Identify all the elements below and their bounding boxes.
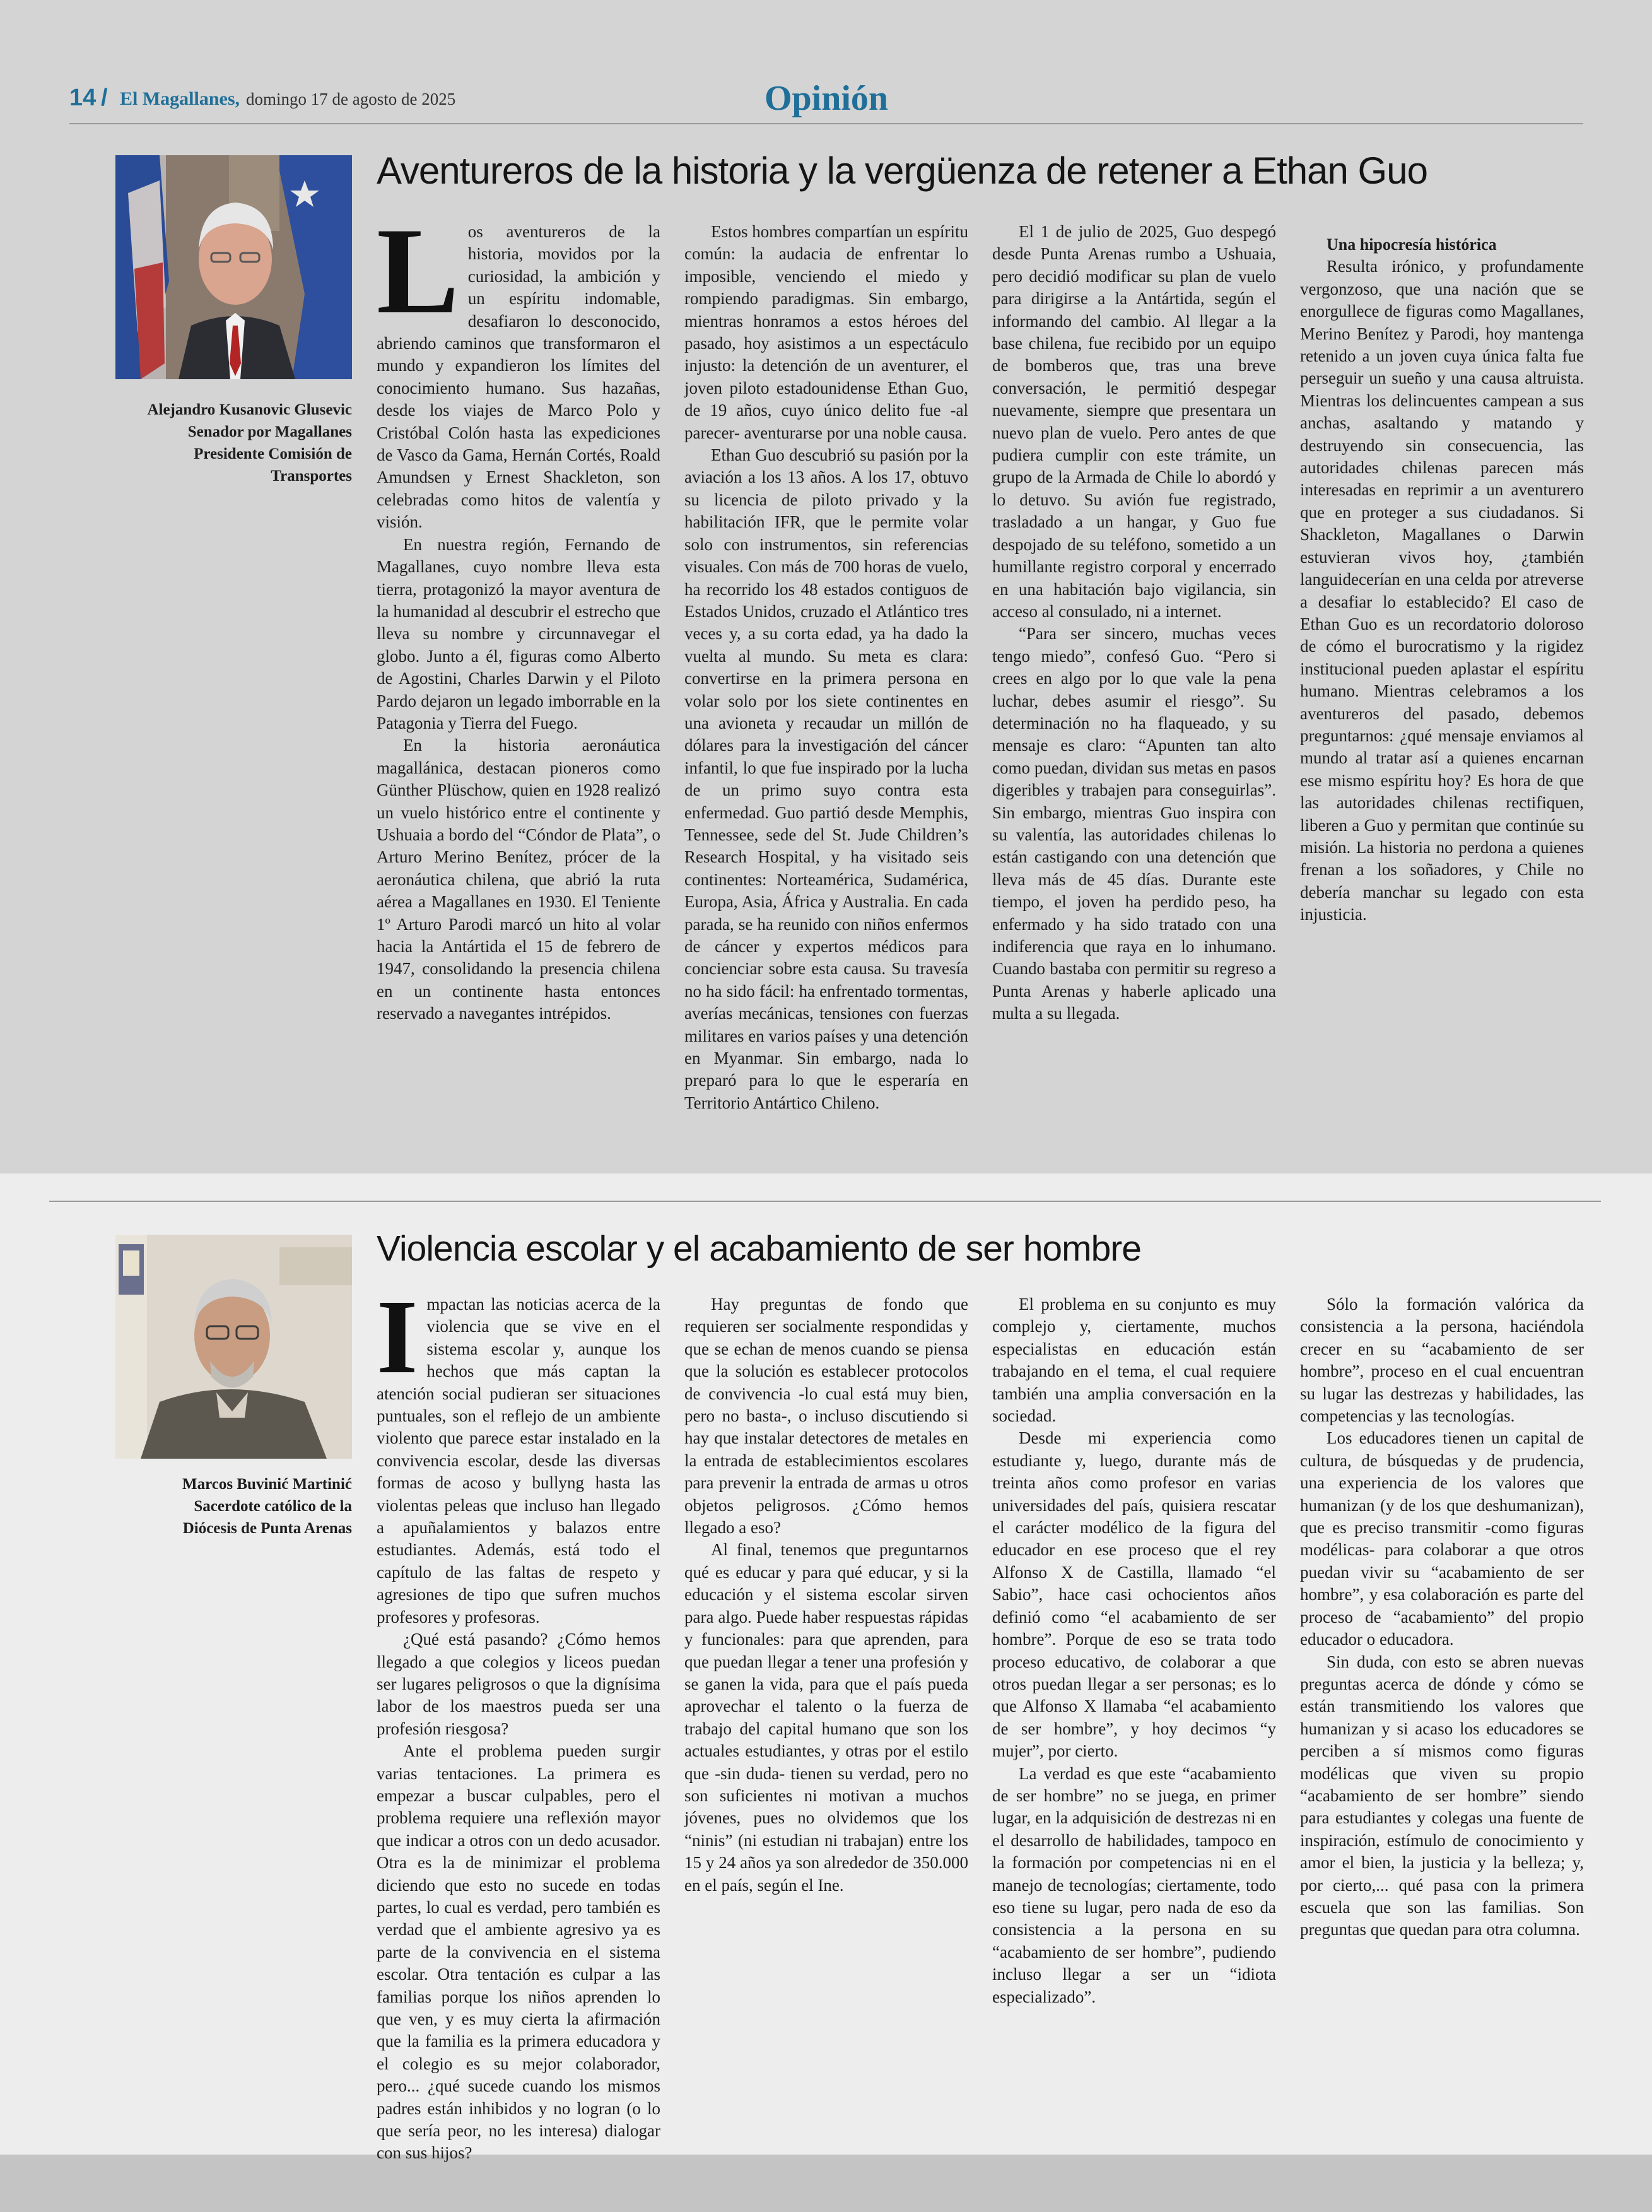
article-headline: Violencia escolar y el acabamiento de ser hombre <box>377 1228 1141 1269</box>
article-paragraph: Resulta irónico, y profundamente vergonzoso, que una nación que se enorgullece de figuras como Magallanes, Merino Benítez y Parodi, hoy mantenga retenido a un joven cuya única falta fue perseguir un sueño y una causa altruista. Mientras los delincuentes campean a sus anchas, asaltando y matando y destruyendo sin consecuencia, las autoridades chilenas parecen más interesadas en reprimir a un aventurero que en proteger a sus ciudadanos. Si Shackleton, Magallanes o Darwin estuvieran vivos hoy, ¿también languidecerían en una celda por atreverse a desafiar lo establecido? El caso de Ethan Guo es un recordatorio doloroso de cómo el burocratismo y la rigidez institucional pueden aplastar el espíritu humano. Mientras celebramos a los aventureros del pasado, debemos preguntarnos: ¿qué mensaje enviamos al mundo al tratar así a quienes encarnan ese mismo espíritu hoy? Es hora de que las autoridades chilenas rectifiquen, liberen a Guo y permitan que continúe su misión. La historia no perdona a quienes frenan a los soñadores, y Chile no debería manchar su legado con esta injusticia. <box>1300 257 1584 924</box>
article-paragraph: En la historia aeronáutica magallánica, destacan pioneros como Günther Plüschow, quien en 1928 realizó un vuelo histórico entre el continente y Ushuaia a bordo del “Cóndor de Plata”, o Arturo Merino Benítez, prócer de la aeronáutica chilena, que abrió la ruta aérea a Magallanes en 1930. El Teniente 1º Arturo Parodi marcó un hito al volar hacia la Antártida el 15 de febrero de 1947, consolidando la presencia chilena en un continente hasta entonces reservado a navegantes intrépidos. <box>377 736 660 1023</box>
article-paragraph: Los aventureros de la historia, movidos por la curiosidad, la ambición y un espíritu indomable, desafiaron lo desconocido, abriendo caminos que transformaron el mundo y expandieron los límites del conocimiento humano. Sus hazañas, desde los viajes de Marco Polo y Cristóbal Colón hasta las expediciones de Vasco da Gama, Hernán Cortés, Roald Amundsen y Ernest Shackleton, son celebradas como hitos de valentía y visión. <box>377 203 660 532</box>
article1-column-1 <box>377 203 660 1175</box>
article-paragraph: ¿Qué está pasando? ¿Cómo hemos llegado a que colegios y liceos puedan ser lugares peligrosos o que la dignísima labor de los maestros pueda ser una profesión riesgosa? <box>377 1630 660 1738</box>
article-paragraph: Ante el problema pueden surgir varias tentaciones. La primera es empezar a buscar culpables, pero el problema requiere una reflexión mayor que indicar a otros con un dedo acusador. Otra es la de minimizar el problema diciendo que esto no sucede en todas partes, lo cual es verdad, pero también es verdad que el ambiente agresivo ya es parte de la convivencia en el sistema escolar. Otra tentación es culpar a las familias porque los niños aprenden lo que ven, y es muy cierta la afirmación que la familia es la primera educadora y el colegio es su mejor colaborador, pero... ¿qué sucede cuando los mismos padres están inhibidos y no logran (o lo que sería peor, no les interesa) dialogar con sus hijos? <box>377 1741 660 2163</box>
article-divider <box>49 1201 1601 1202</box>
article-headline: Aventureros de la historia y la vergüenza de retener a Ethan Guo <box>377 150 1427 192</box>
author-role: Transportes <box>271 468 352 485</box>
author-byline-kusanovic <box>69 399 352 487</box>
article2-column-4 <box>1300 1293 1584 2133</box>
author-role: Senador por Magallanes <box>187 423 352 440</box>
article-paragraph: Ethan Guo descubrió su pasión por la aviación a los 13 años. A los 17, obtuvo su licencia de piloto privado y la habilitación IFR, que le permite volar solo con instrumentos, sin referencias visuales. Con más de 700 horas de vuelo, ha recorrido los 48 estados contiguos de Estados Unidos, cruzado el Atlántico tres veces y, a su corta edad, ya ha dado la vuelta al mundo. Su meta es clara: convertirse en la primera persona en volar solo por los siete continentes en una avioneta y recaudar un millón de dólares para la investigación del cáncer infantil, lo que fue inspirado por la lucha de un primo suyo contra esta enfermedad. Guo partió desde Memphis, Tennessee, sede del St. Jude Children’s Research Hospital, y ha visitado seis continentes: Norteamérica, Sudamérica, Europa, Asia, África y Australia. En cada parada, se ha reunido con niños enfermos de cáncer y expertos médicos para concienciar sobre esta causa. Su travesía no ha sido fácil: ha enfrentado tormentas, averías mecánicas, tensiones con fuerzas militares en varios países y una detención en Myanmar. Sin embargo, nada lo preparó para lo que le esperaría en Territorio Antártico Chileno. <box>684 445 968 1112</box>
author-photo-kusanovic <box>115 155 352 379</box>
section-title: Opinión <box>764 79 889 118</box>
author-byline-buvinic <box>69 1473 352 1539</box>
article2-column-1 <box>377 1278 660 2163</box>
article-paragraph: Sin duda, con esto se abren nuevas preguntas acerca de dónde y cómo se están transmitiendo los valores que humanizan y si acaso los educadores se perciben a sí mismos como figuras modélicas que viven su propio “acabamiento de ser hombre” siendo para estudiantes y colegas una fuente de inspiración, estímulo de conocimiento y amor el bien, la justicia y la belleza; y, por cierto,... qué pasa con la primera escuela que son las familias. Son preguntas que quedan para otra columna. <box>1300 1652 1584 1939</box>
article-paragraph: Estos hombres compartían un espíritu común: la audacia de enfrentar lo imposible, venciendo el miedo y rompiendo paradigmas. Sin embargo, mientras honramos a estos héroes del pasado, hoy asistimos a un espectáculo injusto: la detención de un aventurer, el joven piloto estadounidense Ethan Guo, de 19 años, cuyo único delito fue -al parecer- aventurarse por una noble causa. <box>684 222 968 442</box>
article-paragraph: En nuestra región, Fernando de Magallanes, cuyo nombre lleva esta tierra, protagonizó la mayor aventura de la humanidad al descubrir el estrecho que lleva su nombre y circunnavegar el globo. Junto a él, figuras como Alberto de Agostini, Charles Darwin y el Piloto Pardo dejaron un legado imborrable en la Patagonia y Tierra del Fuego. <box>377 534 660 732</box>
page-number: 14 <box>69 85 97 111</box>
article-paragraph: Impactan las noticias acerca de la violencia que se vive en el sistema escolar y, aunque los hechos que más captan la atención social pudieran ser situaciones puntuales, son el reflejo de un ambiente violento que parece estar instalado en la convivencia escolar, desde las diversas formas de acoso y bullyng hasta las violentas peleas que incluso han llegado a apuñalamientos y balazos entre estudiantes. Además, está todo el capítulo de las faltas de respeto y agresiones de tipo que sufren muchos profesores y profesoras. <box>377 1278 660 1627</box>
article-paragraph: El 1 de julio de 2025, Guo despegó desde Punta Arenas rumbo a Ushuaia, pero decidió modificar su plan de vuelo para dirigirse a la Antártida, según el informando del cambio. Al llegar a la base chilena, fue recibido por un equipo de bomberos que, tras una breve conversación, le permitió despegar nuevamente, siempre que presentara un nuevo plan de vuelo. Pero antes de que pudiera cumplir con este trámite, un grupo de la Armada de Chile lo abordó y lo detuvo. Su avión fue registrado, trasladado a un hangar, y Guo fue despojado de su teléfono, sometido a un humillante registro corporal y encerrado en una habitación bajo vigilancia, sin acceso al consulado, ni a internet. <box>992 222 1276 621</box>
article-paragraph: Hay preguntas de fondo que requieren ser socialmente respondidas y que se echan de menos cuando se piensa que la solución es establecer protocolos de convivencia -lo cual está muy bien, pero no basta-, o incluso discutiendo si hay que instalar detectores de metales en la entrada de establecimientos escolares para prevenir la entrada de armas u otros objetos peligrosos. ¿Cómo hemos llegado a eso? <box>684 1295 968 1538</box>
article-paragraph: La verdad es que este “acabamiento de ser hombre” no se juega, en primer lugar, en la adquisición de destrezas ni en el desarrollo de habilidades, tampoco en la formación por competencias ni en el manejo de tecnologías; ciertamente, todo eso tiene su lugar, pero nada de eso da consistencia a la persona en su “acabamiento de ser hombre”, pudiendo incluso llegar a ser un “idiota especializado”. <box>992 1763 1276 2006</box>
article2-column-2 <box>684 1293 968 2133</box>
article-paragraph: Al final, tenemos que preguntarnos qué es educar y para qué educar, y si la educación y el sistema escolar sirven para algo. Puede haber respuestas rápidas y funcionales: para que aprenden, para que puedan llegar a tener una profesión y se ganen la vida, para que el país pueda aprovechar el talento o la fuerza de trabajo del capital humano que son los actuales estudiantes, y otras por el estilo que -sin duda- tienen su verdad, pero no son suficientes ni motivan a muchos jóvenes, pues no olvidemos que los “ninis” (ni estudian ni trabajan) entre los 15 y 24 años ya son alrededor de 350.000 en el país, según el Ine. <box>684 1540 968 1895</box>
header-rule <box>69 123 1583 124</box>
dropcap: I <box>377 1278 418 1396</box>
header-slash: / <box>101 85 108 111</box>
author-role: Sacerdote católico de la <box>194 1498 352 1515</box>
article1-column-3 <box>992 221 1276 1175</box>
issue-date: domingo 17 de agosto de 2025 <box>246 90 456 109</box>
article1-column-4 <box>1300 221 1584 1175</box>
article1-column-2 <box>684 221 968 1175</box>
article-paragraph: Sólo la formación valórica da consistencia a la persona, haciéndola crecer en su “acabamiento de ser hombre”, proceso en el cual encuentran su lugar las destrezas y habilidades, las competencias y las tecnologías. <box>1300 1295 1584 1426</box>
subheading: Una hipocresía histórica <box>1327 235 1497 254</box>
author-name: Alejandro Kusanovic Glusevic <box>147 401 352 418</box>
author-role: Presidente Comisión de <box>194 445 352 462</box>
newspaper-name: El Magallanes, <box>120 88 240 109</box>
author-photo-buvinic <box>115 1235 352 1459</box>
dropcap: L <box>377 203 459 339</box>
article-paragraph: “Para ser sincero, muchas veces tengo miedo”, confesó Guo. “Pero si crees en algo por lo que vale la pena luchar, debes asumir el riesgo”. Su determinación no ha flaqueado, y su mensaje es claro: “Apunten tan alto como puedan, dividan sus metas en pasos digeribles y trabajen para conseguirlas”. Sin embargo, mientras Guo inspira con su valentía, las autoridades chilenas lo están castigando con una detención que lleva más de 45 días. Durante este tiempo, el joven ha perdido peso, ha enfermado y ha sido tratado con una indiferencia que raya en lo inhumano. Cuando bastaba con permitir su regreso a Punta Arenas y haberle aplicado una multa a su llegada. <box>992 624 1276 1023</box>
article-paragraph: Los educadores tienen un capital de cultura, de búsquedas y de prudencia, una experiencia de los valores que humanizan (y de los que deshumanizan), que es preciso transmitir -como figuras modélicas- para colaborar a que otros puedan vivir su “acabamiento de ser hombre”, y esa colaboración es parte del proceso de “acabamiento” del propio educador o educadora. <box>1300 1428 1584 1649</box>
article-paragraph: Desde mi experiencia como estudiante y, luego, durante más de treinta años como profesor en varias universidades del país, quisiera rescatar el carácter modélico de la figura del educador en ese proceso que el rey Alfonso X de Castilla, llamado “el Sabio”, hace casi ochocientos años definió como “el acabamiento de ser hombre”. Porque de eso se trata todo proceso educativo, de colaborar a que otros puedan llegar a ser personas; es lo que Alfonso X llamaba “el acabamiento de ser hombre”, y hoy decimos “y mujer”, por cierto. <box>992 1428 1276 1761</box>
author-role: Diócesis de Punta Arenas <box>182 1520 352 1537</box>
bottom-margin <box>0 2155 1652 2212</box>
author-name: Marcos Buvinić Martinić <box>182 1476 352 1493</box>
article2-column-3 <box>992 1293 1276 2133</box>
page-header <box>69 81 1583 121</box>
article-paragraph: El problema en su conjunto es muy complejo y, ciertamente, muchos especialistas en educación están trabajando en el tema, el cual requiere también una amplia conversación en la sociedad. <box>992 1295 1276 1426</box>
